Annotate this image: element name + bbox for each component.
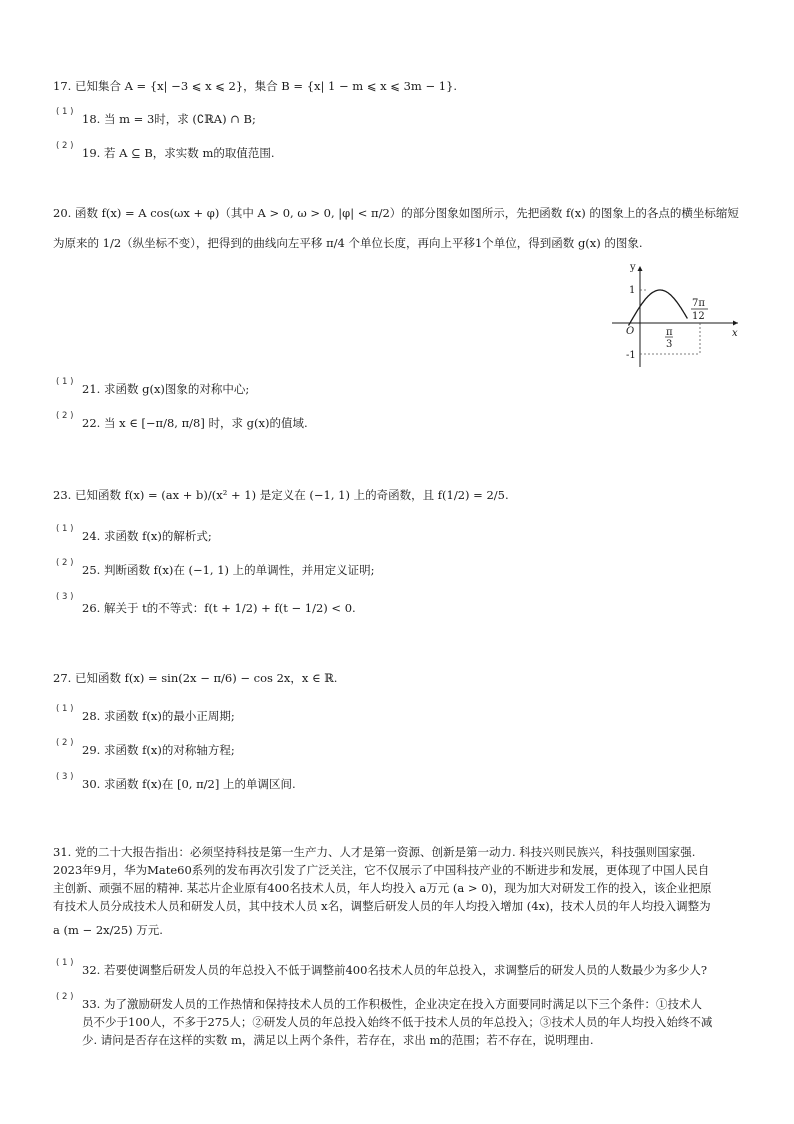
subpart-number: ( 2 ) [56, 992, 74, 1002]
cosine-curve [629, 290, 688, 326]
subpart-number: ( 2 ) [56, 558, 74, 568]
problem-31-line2: 2023年9月，华为Mate60系列的发布再次引发了广泛关注，它不仅展示了中国科技产业的不断进步和发展，更体现了中国人民自 [53, 863, 710, 877]
problem-33-line2: 员不少于100人，不多于275人；②研发人员的年总投入始终不低于技术人员的年总投入；③技术人员的年人均投入始终不减 [82, 1015, 713, 1029]
subpart-number: ( 1 ) [56, 704, 74, 714]
problem-22: 22. 当 x ∈ [−π/8, π/8] 时，求 g(x)的值域. [82, 416, 308, 430]
problem-30: 30. 求函数 f(x)在 [0, π/2] 上的单调区间. [82, 777, 296, 791]
tick-7pi-over-12-num: 7π [692, 298, 705, 309]
subpart-number: ( 1 ) [56, 107, 74, 117]
problem-33-line1: 33. 为了激励研发人员的工作热情和保持技术人员的工作积极性，企业决定在投入方面要同时满足以下三个条件：①技术人 [82, 997, 702, 1011]
subpart-number: ( 1 ) [56, 958, 74, 968]
problem-31-line3: 主创新、顽强不屈的精神. 某芯片企业原有400名技术人员，年人均投入 a万元 (a > 0)，现为加大对研发工作的投入，该企业把原 [53, 881, 712, 895]
subpart-number: ( 1 ) [56, 377, 74, 387]
y-min-label: -1 [626, 350, 636, 361]
problem-21: 21. 求函数 g(x)图象的对称中心; [82, 382, 250, 396]
problem-31-line4: 有技术人员分成技术人员和研发人员，其中技术人员 x名，调整后研发人员的年人均投入增加 (4x)，技术人员的年人均投入调整为 [53, 899, 711, 913]
subpart-number: ( 3 ) [56, 592, 74, 602]
problem-17-stem: 17. 已知集合 A = {x| −3 ⩽ x ⩽ 2}，集合 B = {x| 1 − m ⩽ x ⩽ 3m − 1}. [53, 79, 458, 93]
problem-29: 29. 求函数 f(x)的对称轴方程; [82, 743, 235, 757]
x-axis-label: x [732, 328, 738, 339]
subpart-number: ( 2 ) [56, 411, 74, 421]
tick-pi-over-3-num: π [666, 327, 673, 338]
y-axis-arrow [638, 266, 643, 271]
y-axis-label: y [630, 262, 636, 273]
tick-pi-over-3-den: 3 [666, 339, 673, 350]
y-max-label: 1 [629, 285, 636, 296]
problem-31-line5: a (m − 2x/25) 万元. [53, 923, 163, 937]
problem-31-line1: 31. 党的二十大报告指出：必须坚持科技是第一生产力、人才是第一资源、创新是第一动力. 科技兴则民族兴，科技强则国家强. [53, 845, 696, 859]
problem-27-stem: 27. 已知函数 f(x) = sin(2x − π/6) − cos 2x，x ∈ ℝ. [53, 671, 338, 685]
problem-24: 24. 求函数 f(x)的解析式; [82, 529, 212, 543]
problem-23-stem: 23. 已知函数 f(x) = (ax + b)/(x² + 1) 是定义在 (−1, 1) 上的奇函数，且 f(1/2) = 2/5. [53, 488, 509, 502]
problem-20-stem-line1: 20. 函数 f(x) = A cos(ωx + φ)（其中 A > 0, ω > 0, |φ| < π/2）的部分图象如图所示，先把函数 f(x) 的图象上的各点的横坐标缩短 [53, 206, 739, 220]
problem-19: 19. 若 A ⊆ B，求实数 m的取值范围. [82, 146, 275, 160]
problem-33-line3: 少. 请问是否存在这样的实数 m，满足以上两个条件，若存在，求出 m的范围；若不存在，说明理由. [82, 1033, 594, 1047]
tick-7pi-over-12-den: 12 [692, 311, 705, 322]
origin-label: O [626, 326, 635, 337]
subpart-number: ( 2 ) [56, 141, 74, 151]
problem-32: 32. 若要使调整后研发人员的年总投入不低于调整前400名技术人员的年总投入，求调整后的研发人员的人数最少为多少人? [82, 963, 708, 977]
problem-20-stem-line2: 为原来的 1/2（纵坐标不变），把得到的曲线向左平移 π/4 个单位长度，再向上平移1个单位，得到函数 g(x) 的图象. [53, 236, 643, 250]
function-graph [604, 262, 744, 372]
problem-26: 26. 解关于 t的不等式：f(t + 1/2) + f(t − 1/2) < 0. [82, 601, 356, 615]
problem-18: 18. 当 m = 3时，求 (∁ℝA) ∩ B; [82, 112, 256, 126]
x-axis-arrow [733, 321, 738, 326]
subpart-number: ( 2 ) [56, 738, 74, 748]
problem-25: 25. 判断函数 f(x)在 (−1, 1) 上的单调性，并用定义证明; [82, 563, 375, 577]
subpart-number: ( 3 ) [56, 772, 74, 782]
subpart-number: ( 1 ) [56, 524, 74, 534]
problem-28: 28. 求函数 f(x)的最小正周期; [82, 709, 235, 723]
